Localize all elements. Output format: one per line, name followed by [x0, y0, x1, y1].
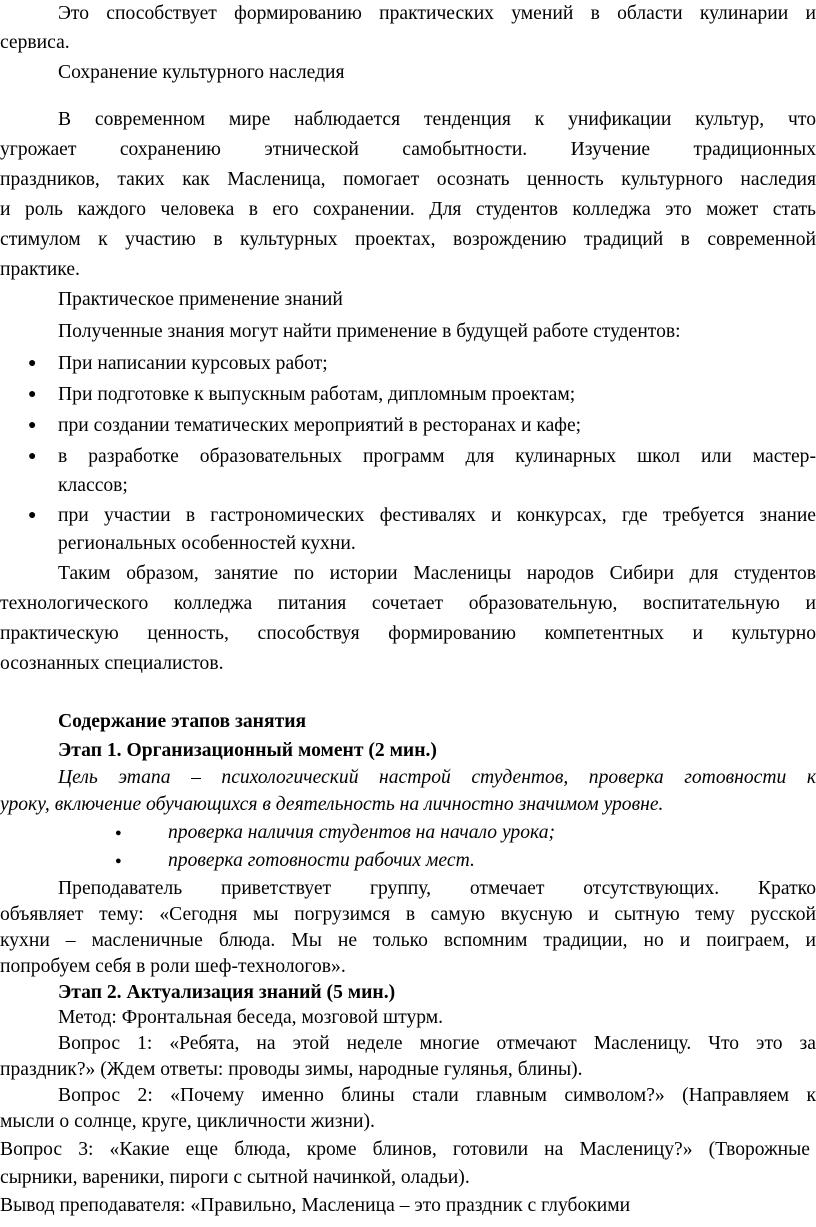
- list-item: При подготовке к выпускным работам, дипломным проектам;: [58, 384, 576, 405]
- paragraph-line: Вопрос 3: «Какие еще блюда, кроме блинов, готовили на Масленицу?» (Творожные: [0, 1139, 810, 1160]
- paragraph-line: угрожает сохранению этнической самобытности. Изучение традиционных: [0, 139, 816, 160]
- bullet-icon: ●: [28, 449, 37, 464]
- paragraph-line: Метод: Фронтальная беседа, мозговой штурм.: [58, 1007, 444, 1028]
- paragraph-line: сырники, вареники, пироги с сытной начинкой, оладьи).: [0, 1167, 470, 1188]
- paragraph-line: и роль каждого человека в его сохранении. Для студентов колледжа это может стать: [0, 199, 816, 220]
- paragraph-line: Цель этапа – психологический настрой студентов, проверка готовности к: [58, 767, 816, 788]
- paragraph-line: Это способствует формированию практических умений в области кулинарии и: [58, 3, 816, 24]
- paragraph-line: сервиса.: [0, 32, 70, 53]
- paragraph-line: технологического колледжа питания сочетает образовательную, воспитательную и: [0, 593, 816, 614]
- paragraph-line: практическую ценность, способствуя формированию компетентных и культурно: [0, 623, 816, 644]
- bullet-icon: ●: [28, 418, 37, 433]
- section-heading: Сохранение культурного наследия: [58, 62, 345, 83]
- paragraph-line: Вопрос 1: «Ребята, на этой неделе многие отмечают Масленицу. Что это за: [58, 1033, 816, 1054]
- list-item: региональных особенностей кухни.: [58, 533, 356, 554]
- bullet-icon: ●: [115, 855, 122, 867]
- paragraph-line: праздник?» (Ждем ответы: проводы зимы, народные гулянья, блины).: [0, 1059, 583, 1080]
- list-item: При написании курсовых работ;: [58, 353, 328, 374]
- bullet-icon: ●: [28, 356, 37, 371]
- paragraph-line: стимулом к участию в культурных проектах, возрождению традиций в современной: [0, 229, 816, 250]
- paragraph-line: кухни – масленичные блюда. Мы не только вспомним традиции, но и поиграем, и: [0, 930, 816, 951]
- list-item: классов;: [58, 475, 128, 496]
- list-item: при создании тематических мероприятий в ресторанах и кафе;: [58, 415, 582, 436]
- list-item: проверка наличия студентов на начало урока;: [168, 822, 556, 843]
- section-heading: Практическое применение знаний: [58, 289, 343, 310]
- stage-heading: Этап 1. Организационный момент (2 мин.): [58, 740, 437, 761]
- paragraph-line: практике.: [0, 259, 80, 280]
- paragraph-line: Таким образом, занятие по истории Масленицы народов Сибири для студентов: [58, 563, 816, 584]
- paragraph-line: Вопрос 2: «Почему именно блины стали главным символом?» (Направляем к: [58, 1085, 816, 1106]
- paragraph-line: В современном мире наблюдается тенденция к унификации культур, что: [58, 109, 816, 130]
- paragraph-line: уроку, включение обучающихся в деятельность на личностно значимом уровне.: [0, 794, 664, 815]
- paragraph-line: осознанных специалистов.: [0, 653, 224, 674]
- list-item: в разработке образовательных программ для кулинарных школ или мастер-: [58, 446, 816, 467]
- paragraph-line: Вывод преподавателя: «Правильно, Масленица – это праздник с глубокими: [0, 1195, 631, 1216]
- bullet-icon: ●: [28, 387, 37, 402]
- paragraph-line: праздников, таких как Масленица, помогает осознать ценность культурного наследия: [0, 169, 816, 190]
- paragraph-line: Преподаватель приветствует группу, отмечает отсутствующих. Кратко: [58, 878, 816, 899]
- paragraph-line: попробуем себя в роли шеф-технологов».: [0, 956, 346, 977]
- paragraph-line: объявляет тему: «Сегодня мы погрузимся в самую вкусную и сытную тему русской: [0, 904, 816, 925]
- paragraph-line: мысли о солнце, круге, цикличности жизни).: [0, 1111, 375, 1132]
- bullet-icon: ●: [115, 827, 122, 839]
- list-item: при участии в гастрономических фестивалях и конкурсах, где требуется знание: [58, 505, 816, 526]
- paragraph-line: Полученные знания могут найти применение в будущей работе студентов:: [58, 321, 681, 342]
- stage-heading: Этап 2. Актуализация знаний (5 мин.): [58, 982, 396, 1003]
- section-heading: Содержание этапов занятия: [58, 711, 307, 732]
- bullet-icon: ●: [28, 508, 37, 523]
- list-item: проверка готовности рабочих мест.: [168, 850, 475, 871]
